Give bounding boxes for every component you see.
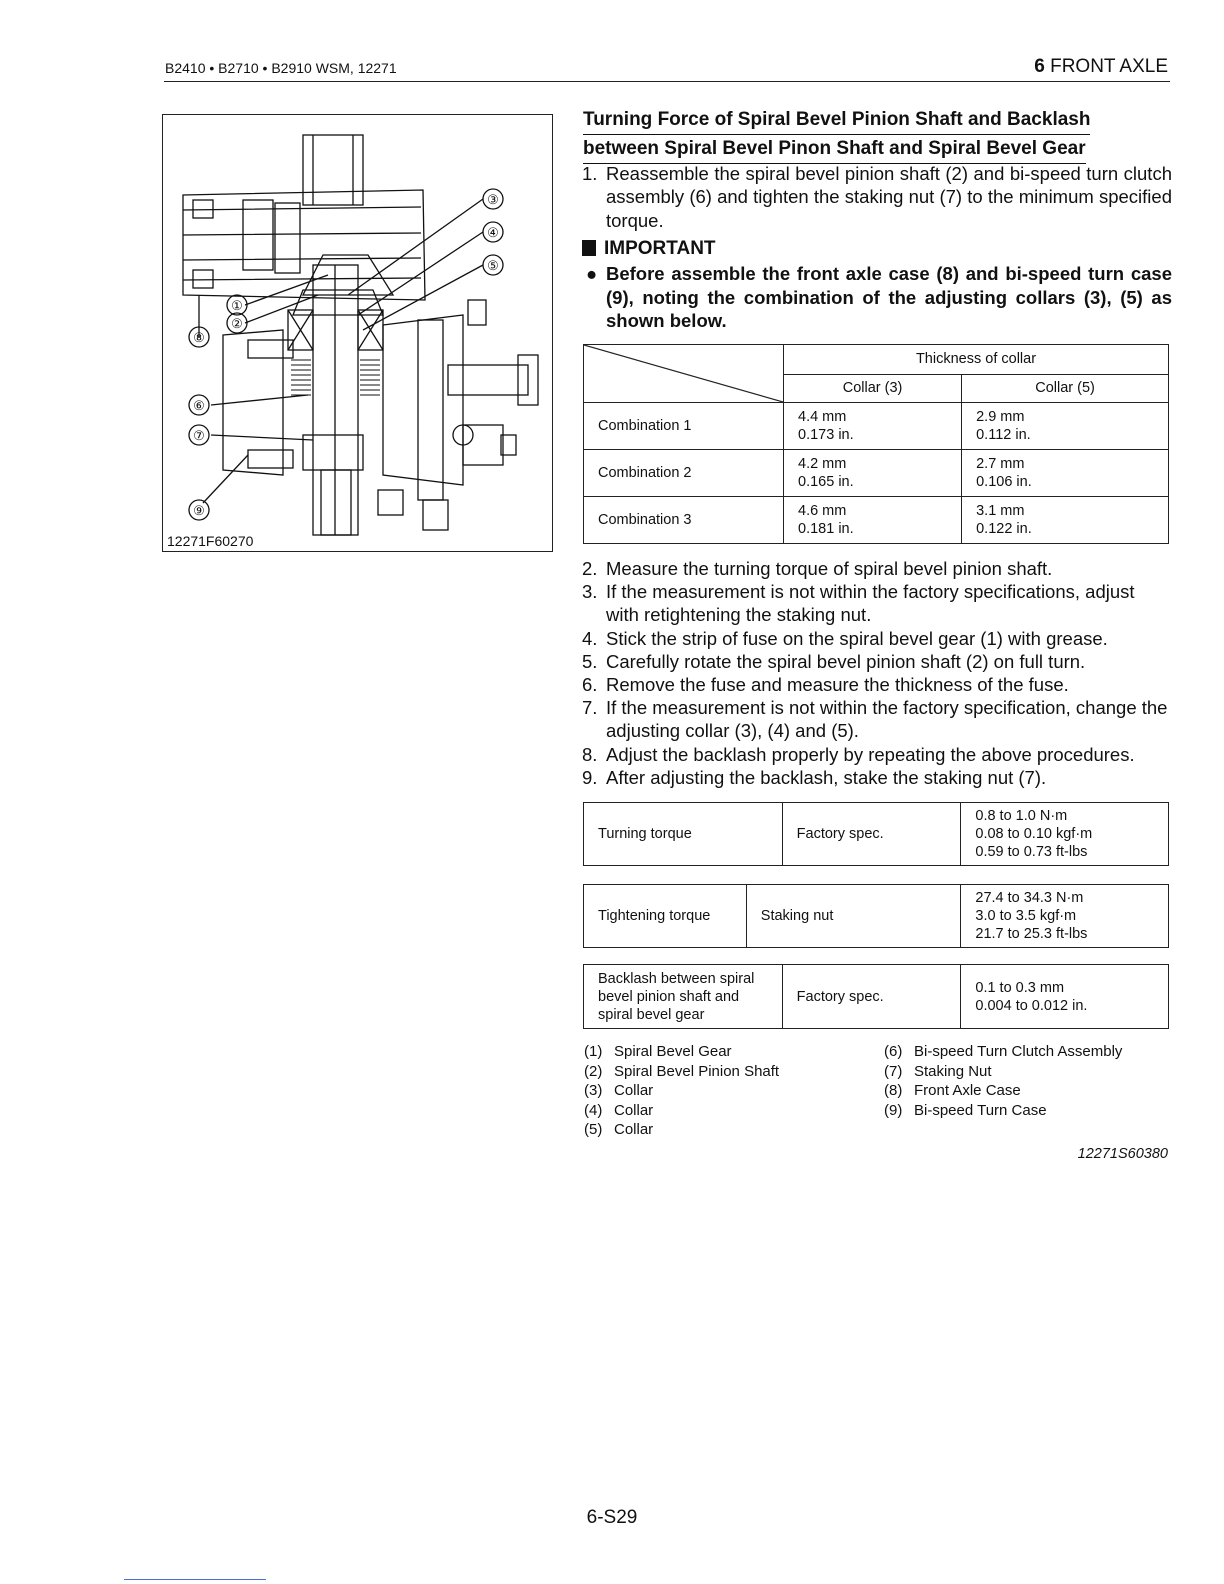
thickness-header: Thickness of collar xyxy=(784,345,1169,375)
step-number: 1. xyxy=(582,163,598,184)
figure-code: 12271F60270 xyxy=(167,533,254,549)
step-1 xyxy=(582,162,1172,232)
front-axle-cross-section-drawing xyxy=(163,115,554,553)
callout-7: ⑦ xyxy=(193,428,205,443)
spec-values: 27.4 to 34.3 N·m 3.0 to 3.5 kgf·m 21.7 to 25.3 ft-lbs xyxy=(961,885,1169,948)
callout-6: ⑥ xyxy=(193,398,205,413)
section-title-line1: Turning Force of Spiral Bevel Pinion Shaft and Backlash xyxy=(583,106,1090,135)
spec-label: Backlash between spiral bevel pinion shaft and spiral bevel gear xyxy=(584,965,783,1029)
bottom-divider xyxy=(124,1579,266,1580)
legend-item: (5) Collar xyxy=(584,1121,654,1138)
important-square-icon xyxy=(582,240,596,256)
bullet-dot-icon: ● xyxy=(586,263,598,284)
callout-3: ③ xyxy=(487,192,499,207)
legend-item: (3) Collar xyxy=(584,1082,654,1099)
collar5-value: 2.7 mm 0.106 in. xyxy=(962,450,1169,497)
table-row xyxy=(584,403,1169,450)
document-code: 12271S60380 xyxy=(1077,1146,1168,1162)
header-section-number: 6 xyxy=(1034,56,1045,77)
step-3: 3. If the measurement is not within the factory specifications, adjust with retightening the staking nut. xyxy=(582,581,1135,626)
legend-item: (2) Spiral Bevel Pinion Shaft xyxy=(584,1062,780,1080)
page-number: 6-S29 xyxy=(586,1507,638,1528)
diagonal-divider xyxy=(584,345,783,402)
legend-item: (9) Bi-speed Turn Case xyxy=(884,1101,1047,1119)
legend-item: (8) Front Axle Case xyxy=(884,1082,1021,1099)
collar3-header: Collar (3) xyxy=(784,374,962,403)
collar-combination-table xyxy=(583,344,1169,544)
turning-torque-spec xyxy=(583,802,1169,866)
step-2: 2. Measure the turning torque of spiral bevel pinion shaft. xyxy=(582,558,1053,579)
collar5-header: Collar (5) xyxy=(962,374,1169,403)
important-note xyxy=(582,262,1172,333)
step-9: 9. After adjusting the backlash, stake the staking nut (7). xyxy=(582,767,1047,788)
header-section xyxy=(1034,56,1168,78)
table-corner-cell xyxy=(584,345,784,403)
collar3-value: 4.6 mm 0.181 in. xyxy=(784,497,962,544)
spec-values: 0.8 to 1.0 N·m 0.08 to 0.10 kgf·m 0.59 to 0.73 ft-lbs xyxy=(961,803,1169,866)
spec-label: Tightening torque xyxy=(584,885,747,948)
spec-values: 0.1 to 0.3 mm 0.004 to 0.012 in. xyxy=(961,965,1169,1029)
header-section-title: FRONT AXLE xyxy=(1050,56,1168,77)
spec-type: Factory spec. xyxy=(782,965,961,1029)
callout-8: ⑧ xyxy=(193,330,205,345)
combination-label: Combination 2 xyxy=(584,450,784,497)
step-text: Reassemble the spiral bevel pinion shaft (2) and bi-speed turn clutch assembly (6) and tighten the staking nut (7) to the minimum specified torque. xyxy=(606,163,1172,231)
collar5-value: 2.9 mm 0.112 in. xyxy=(962,403,1169,450)
step-4: 4. Stick the strip of fuse on the spiral bevel gear (1) with grease. xyxy=(582,628,1108,649)
legend-item: (7) Staking Nut xyxy=(884,1062,992,1080)
legend-item: (4) Collar xyxy=(584,1101,654,1119)
important-note-text: Before assemble the front axle case (8) and bi-speed turn case (9), noting the combination of the adjusting collars (3), (5) as shown below. xyxy=(606,263,1172,331)
callout-5: ⑤ xyxy=(487,258,499,273)
header-model-info: B2410 • B2710 • B2910 WSM, 12271 xyxy=(165,60,397,76)
cross-section-figure xyxy=(162,114,553,552)
legend-item: (1) Spiral Bevel Gear xyxy=(584,1043,732,1060)
section-title xyxy=(583,106,1090,164)
callout-1: ① xyxy=(231,298,243,313)
tightening-torque-spec xyxy=(583,884,1169,948)
section-title-line2: between Spiral Bevel Pinon Shaft and Spiral Bevel Gear xyxy=(583,135,1086,164)
combination-label: Combination 3 xyxy=(584,497,784,544)
table-row xyxy=(584,450,1169,497)
header-rule xyxy=(164,81,1170,82)
combination-label: Combination 1 xyxy=(584,403,784,450)
spec-type: Staking nut xyxy=(746,885,961,948)
step-6: 6. Remove the fuse and measure the thickness of the fuse. xyxy=(582,674,1069,695)
step-5: 5. Carefully rotate the spiral bevel pinion shaft (2) on full turn. xyxy=(582,651,1086,672)
collar5-value: 3.1 mm 0.122 in. xyxy=(962,497,1169,544)
collar3-value: 4.4 mm 0.173 in. xyxy=(784,403,962,450)
table-row xyxy=(584,497,1169,544)
important-heading xyxy=(582,238,716,260)
spec-type: Factory spec. xyxy=(782,803,961,866)
callout-4: ④ xyxy=(487,225,499,240)
legend-item: (6) Bi-speed Turn Clutch Assembly xyxy=(884,1043,1123,1060)
callout-9: ⑨ xyxy=(193,503,205,518)
step-8: 8. Adjust the backlash properly by repeating the above procedures. xyxy=(582,744,1135,765)
backlash-spec xyxy=(583,964,1169,1029)
collar3-value: 4.2 mm 0.165 in. xyxy=(784,450,962,497)
spec-label: Turning torque xyxy=(584,803,783,866)
callout-2: ② xyxy=(231,316,243,331)
important-label: IMPORTANT xyxy=(604,238,716,259)
step-7: 7. If the measurement is not within the factory specification, change the adjusting collar (3), (4) and (5). xyxy=(582,697,1168,742)
